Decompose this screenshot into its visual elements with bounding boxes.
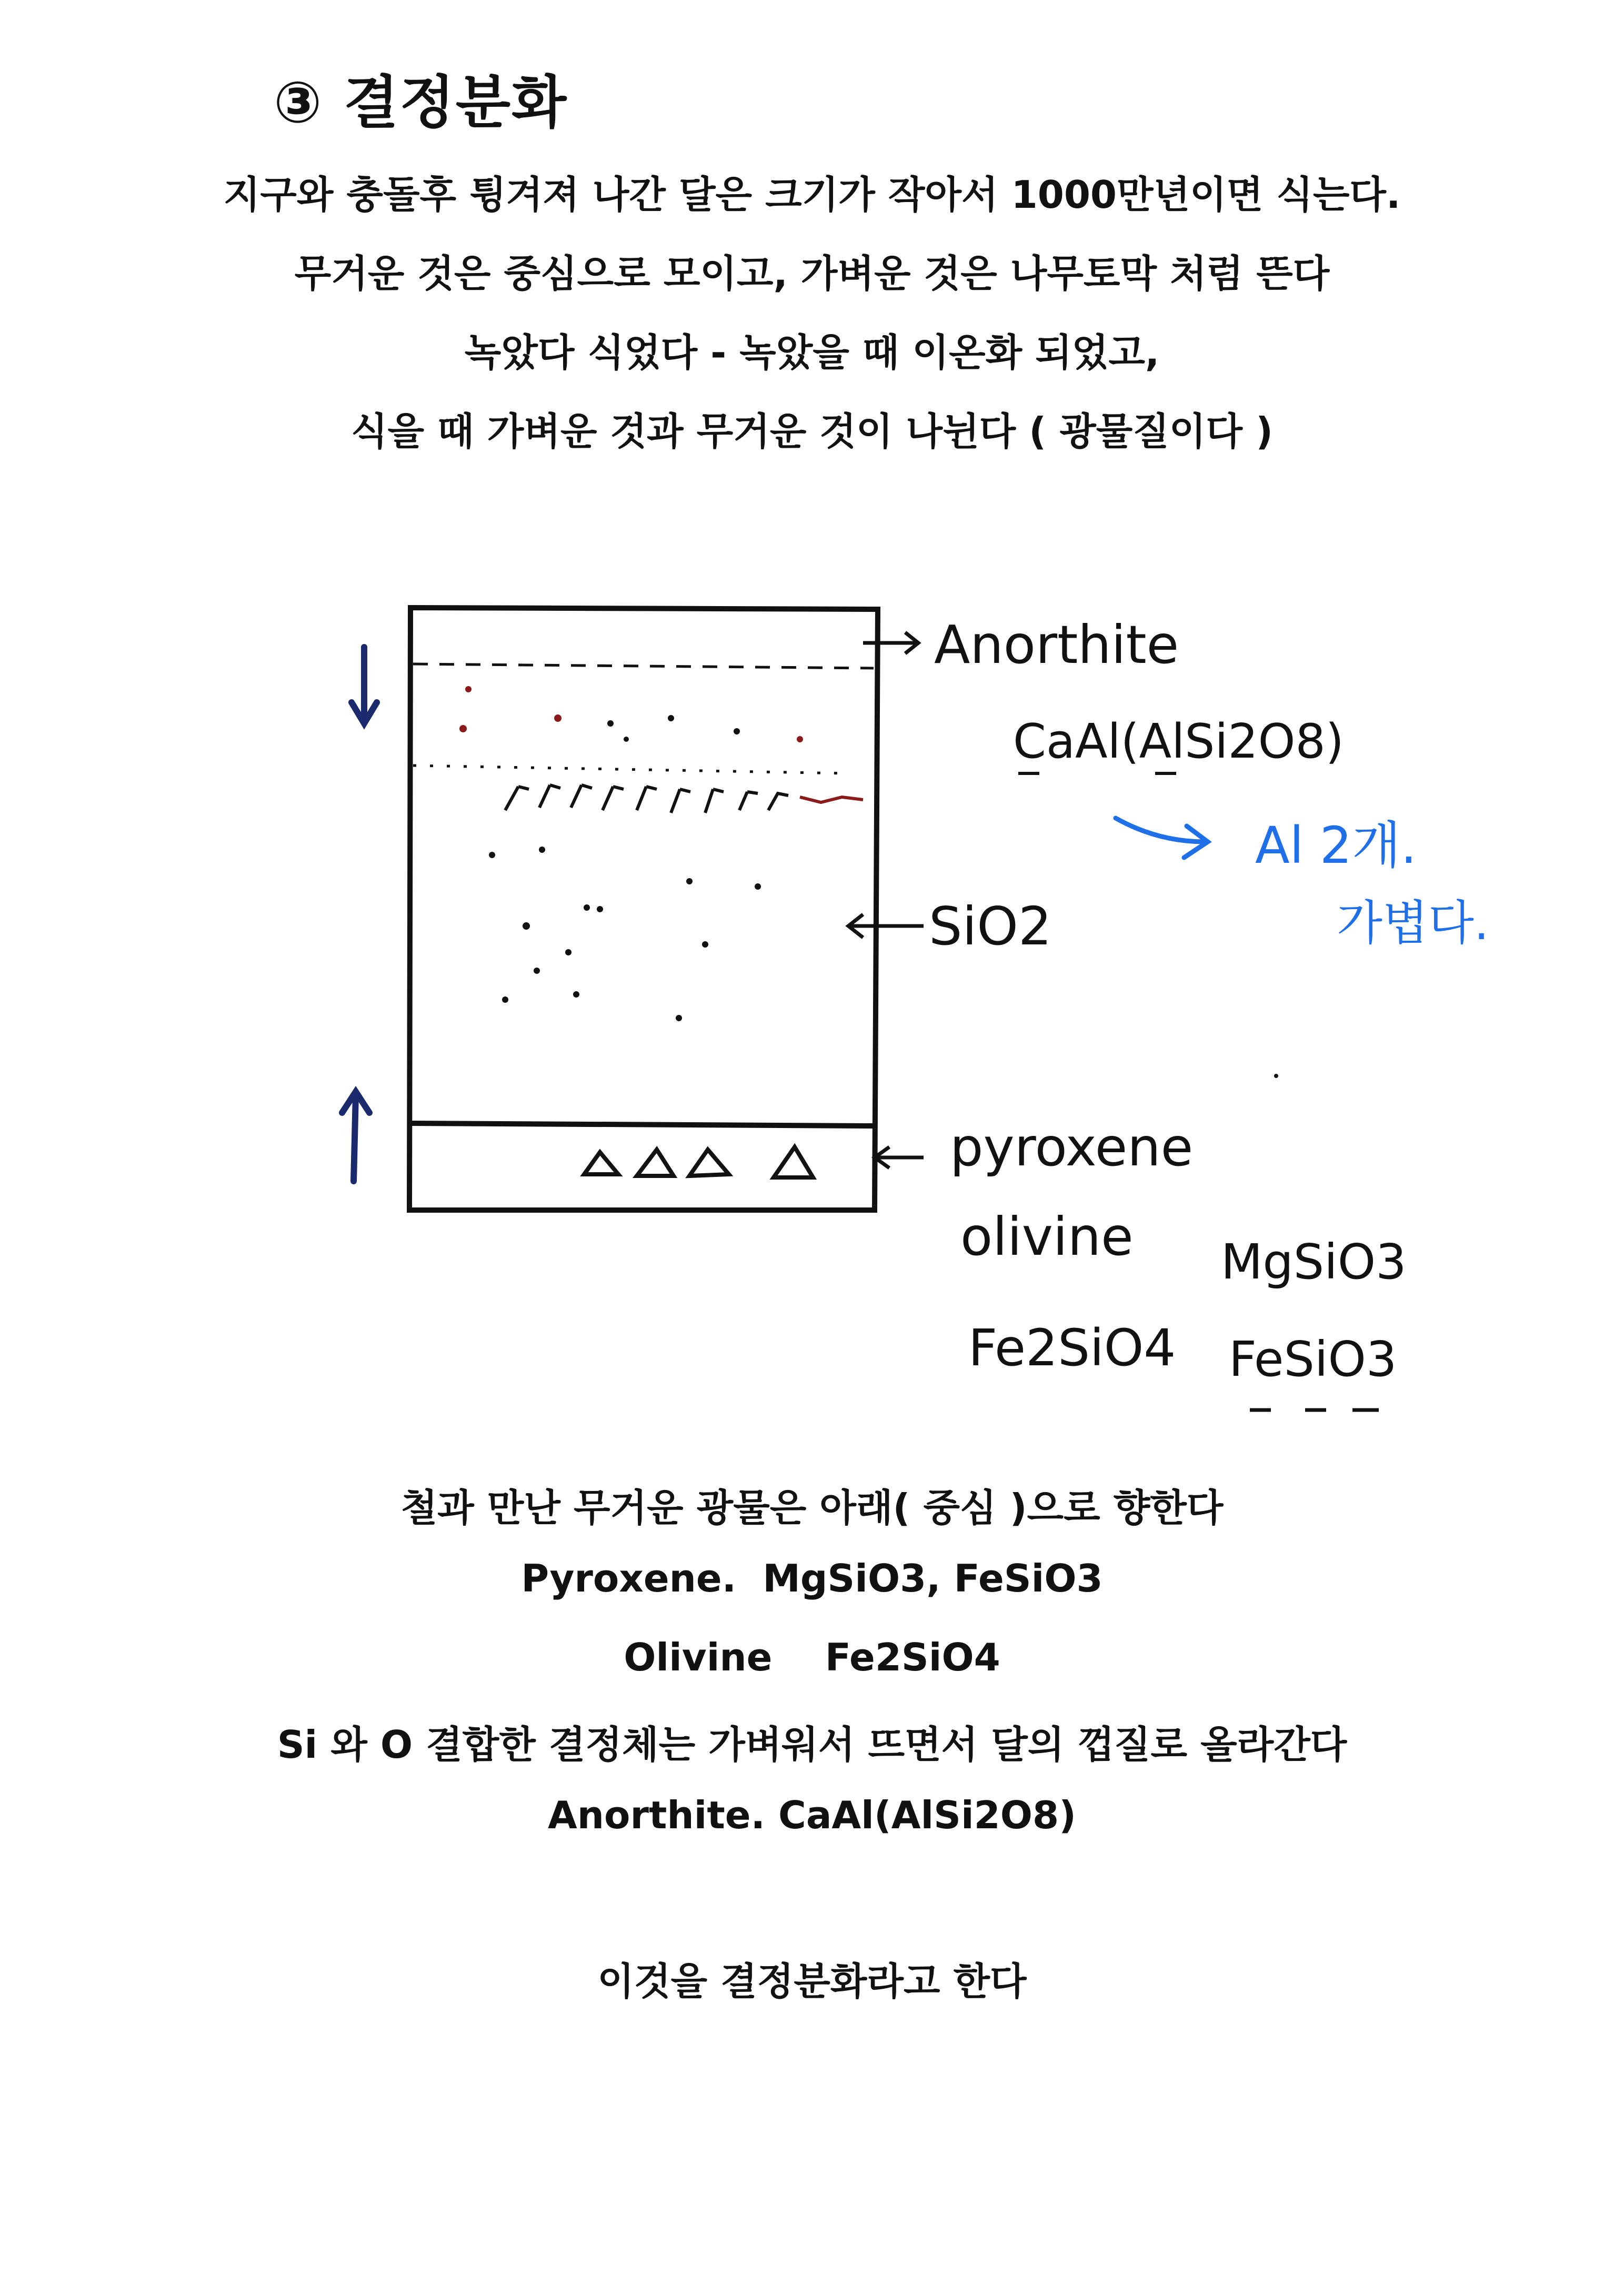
formula-fesio3: FeSiO3	[1229, 1331, 1397, 1387]
page-title: ③ 결정분화	[274, 70, 568, 136]
intro-line-4: 식을 때 가벼운 것과 무거운 것이 나뉜다 ( 광물질이다 )	[350, 409, 1273, 454]
anorthite-pointer-icon	[863, 632, 918, 653]
formula-anorthite: CaAl(AlSi2O8)	[1013, 714, 1344, 769]
red-dots	[459, 686, 803, 742]
sio2-pointer-icon	[848, 914, 924, 938]
intro-line-1: 지구와 충돌후 튕겨져 나간 달은 크기가 작아서 1000만년이면 식는다.	[223, 173, 1401, 217]
label-anorthite: Anorthite	[934, 614, 1179, 676]
label-olivine: olivine	[960, 1206, 1134, 1267]
label-sio2: SiO2	[929, 895, 1052, 957]
crystallization-diagram	[0, 552, 1624, 1447]
formula-fe2sio4: Fe2SiO4	[968, 1318, 1176, 1377]
sio2-layer-line	[413, 766, 847, 773]
anorthite-layer-line	[413, 664, 874, 668]
summary-line-1: 철과 만난 무거운 광물은 아래( 중심 )으로 향한다	[400, 1486, 1224, 1530]
summary-line-6: 이것을 결정분화라고 한다	[597, 1959, 1027, 2003]
formula-mgsio3: MgSiO3	[1221, 1234, 1407, 1290]
summary-line-4: Si 와 O 결합한 결정체는 가벼워서 뜨면서 달의 껍질로 올라간다	[277, 1723, 1347, 1767]
up-arrow-icon	[342, 1092, 369, 1181]
intro-line-2: 무거운 것은 중심으로 모이고, 가벼운 것은 나무토막 처럼 뜬다	[294, 251, 1330, 296]
note-arrow-icon	[1116, 818, 1208, 858]
summary-line-5: Anorthite. CaAl(AlSi2O8)	[548, 1793, 1076, 1837]
summary-line-3: Olivine Fe2SiO4	[624, 1635, 1000, 1679]
magma-ocean-box	[409, 608, 878, 1210]
label-pyroxene: pyroxene	[950, 1116, 1194, 1178]
note-al-count: Al 2개.	[1255, 816, 1417, 875]
heavy-mineral-triangles	[584, 1147, 813, 1177]
crystal-marks	[505, 785, 863, 813]
summary-line-2: Pyroxene. MgSiO3, FeSiO3	[521, 1556, 1103, 1600]
pyroxene-pointer-icon	[875, 1147, 924, 1168]
black-dots	[489, 715, 1278, 1078]
down-arrow-icon	[352, 647, 377, 723]
intro-line-3: 녹았다 식었다 - 녹았을 때 이온화 되었고,	[464, 330, 1160, 375]
note-light: 가볍다.	[1337, 895, 1489, 951]
